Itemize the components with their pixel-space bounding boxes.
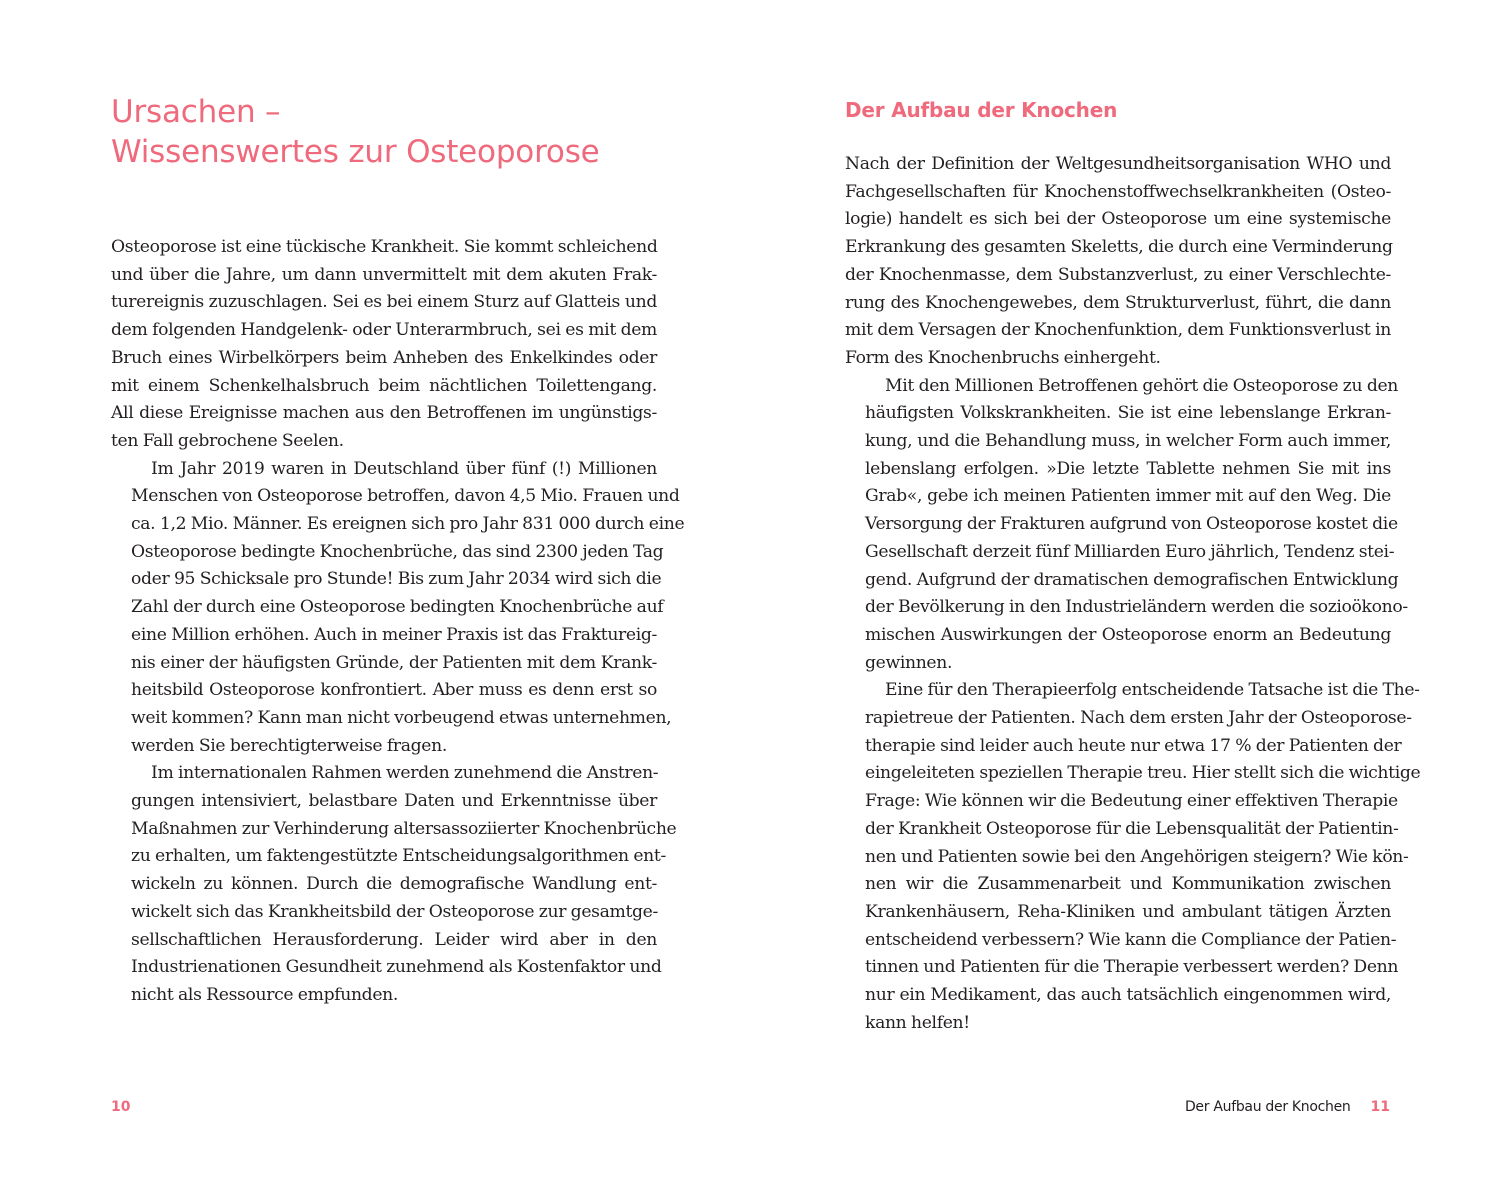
text-line: kann helfen! bbox=[865, 1012, 970, 1033]
section-title: Der Aufbau der Knochen bbox=[845, 98, 1118, 122]
text-line: gungen intensiviert, belastbare Daten und Erkenntnisse über bbox=[131, 791, 657, 812]
text-line: Frage: Wie können wir die Bedeutung einer effektiven Therapie bbox=[865, 791, 1398, 812]
text-line: nen wir die Zusammenarbeit und Kommunikation zwischen bbox=[865, 874, 1391, 895]
text-line: Mit den Millionen Betroffenen gehört die Osteoporose zu den bbox=[885, 375, 1399, 396]
text-line: Osteoporose bedingte Knochenbrüche, das sind 2300 jeden Tag bbox=[131, 541, 664, 562]
text-line: ten Fall gebrochene Seelen. bbox=[111, 430, 344, 451]
text-line: Eine für den Therapieerfolg entscheidende Tatsache ist die The- bbox=[885, 680, 1420, 701]
text-line: eingeleiteten speziellen Therapie treu. Hier stellt sich die wichtige bbox=[865, 763, 1421, 784]
text-line: Nach der Definition der Weltgesundheitsorganisation WHO und bbox=[845, 154, 1391, 174]
paragraph bbox=[111, 234, 657, 456]
text-line: logie) handelt es sich bei der Osteoporose um eine systemische bbox=[845, 209, 1391, 230]
text-line: der Knochenmasse, dem Substanzverlust, zu einer Verschlechte- bbox=[845, 264, 1391, 285]
running-head: Der Aufbau der Knochen bbox=[1184, 1099, 1351, 1115]
text-line: der Krankheit Osteoporose für die Lebensqualität der Patientin- bbox=[865, 818, 1399, 839]
text-line: Zahl der durch eine Osteoporose bedingten Knochenbrüche auf bbox=[131, 597, 664, 618]
text-line: Krankenhäusern, Reha-Kliniken und ambulant tätigen Ärzten bbox=[865, 901, 1391, 922]
text-line: nicht als Ressource empfunden. bbox=[131, 984, 398, 1005]
text-line: mit einem Schenkelhalsbruch beim nächtlichen Toilettengang. bbox=[111, 375, 657, 396]
right-footer bbox=[1185, 1097, 1390, 1117]
text-line: All diese Ereignisse machen aus den Betroffenen im ungünstigs- bbox=[111, 403, 657, 424]
text-line: lebenslang erfolgen. »Die letzte Tablette nehmen Sie mit ins bbox=[865, 458, 1391, 479]
text-line: nen und Patienten sowie bei den Angehörigen steigern? Wie kön- bbox=[865, 846, 1409, 867]
paragraph bbox=[111, 456, 685, 761]
text-line: Bruch eines Wirbelkörpers beim Anheben des Enkelkindes oder bbox=[111, 347, 657, 368]
text-line: zu erhalten, um faktengestützte Entscheidungsalgorithmen ent- bbox=[131, 846, 666, 867]
text-line: Form des Knochenbruchs einhergeht. bbox=[845, 347, 1161, 368]
right-body-text bbox=[845, 151, 1421, 1038]
text-line: nis einer der häufigsten Gründe, der Patienten mit dem Krank- bbox=[131, 652, 657, 673]
paragraph bbox=[111, 760, 677, 1009]
text-line: Menschen von Osteoporose betroffen, davon 4,5 Mio. Frauen und bbox=[131, 486, 680, 507]
text-line: Erkrankung des gesamten Skeletts, die durch eine Verminderung bbox=[845, 237, 1393, 258]
text-line: Gesellschaft derzeit fünf Milliarden Euro jährlich, Tendenz stei- bbox=[865, 541, 1395, 562]
text-line: Maßnahmen zur Verhinderung altersassoziierter Knochenbrüche bbox=[131, 818, 677, 839]
text-line: wickeln zu können. Durch die demografische Wandlung ent- bbox=[131, 874, 657, 895]
chapter-title-line-1: Ursachen – bbox=[111, 94, 281, 130]
text-line: wickelt sich das Krankheitsbild der Osteoporose zur gesamtge- bbox=[131, 901, 658, 922]
text-line: kung, und die Behandlung muss, in welcher Form auch immer, bbox=[865, 431, 1391, 452]
text-line: sellschaftlichen Herausforderung. Leider wird aber in den bbox=[131, 929, 657, 950]
text-line: gewinnen. bbox=[865, 652, 953, 673]
text-line: tinnen und Patienten für die Therapie verbessert werden? Denn bbox=[865, 957, 1399, 978]
page-number-right: 11 bbox=[1370, 1099, 1390, 1115]
text-line: dem folgenden Handgelenk- oder Unterarmbruch, sei es mit dem bbox=[111, 320, 657, 341]
text-line: werden Sie berechtigterweise fragen. bbox=[131, 735, 447, 756]
text-line: Industrienationen Gesundheit zunehmend als Kostenfaktor und bbox=[131, 957, 662, 978]
text-line: Fachgesellschaften für Knochenstoffwechselkrankheiten (Osteo- bbox=[845, 181, 1391, 202]
right-page bbox=[750, 0, 1500, 1195]
text-line: nur ein Medikament, das auch tatsächlich eingenommen wird, bbox=[865, 985, 1391, 1006]
page-number-left: 10 bbox=[111, 1099, 131, 1115]
text-line: Im internationalen Rahmen werden zunehmend die Anstren- bbox=[151, 763, 659, 784]
chapter-title-line-2: Wissenswertes zur Osteoporose bbox=[111, 134, 600, 170]
text-line: mischen Auswirkungen der Osteoporose enorm an Bedeutung bbox=[865, 624, 1391, 645]
text-line: weit kommen? Kann man nicht vorbeugend etwas unternehmen, bbox=[131, 707, 672, 728]
text-line: heitsbild Osteoporose konfrontiert. Aber muss es denn erst so bbox=[131, 680, 657, 701]
text-line: eine Million erhöhen. Auch in meiner Praxis ist das Fraktureig- bbox=[131, 624, 657, 645]
text-line: Osteoporose ist eine tückische Krankheit. Sie kommt schleichend bbox=[111, 237, 658, 257]
text-line: ca. 1,2 Mio. Männer. Es ereignen sich pro Jahr 831 000 durch eine bbox=[131, 514, 685, 535]
text-line: rung des Knochengewebes, dem Strukturverlust, führt, die dann bbox=[845, 292, 1391, 313]
text-line: oder 95 Schicksale pro Stunde! Bis zum Jahr 2034 wird sich die bbox=[131, 569, 662, 590]
text-line: entscheidend verbessern? Wie kann die Compliance der Patien- bbox=[865, 929, 1397, 950]
paragraph bbox=[845, 677, 1421, 1037]
paragraph bbox=[845, 373, 1408, 678]
text-line: rapietreue der Patienten. Nach dem ersten Jahr der Osteoporose- bbox=[865, 708, 1412, 729]
chapter-title bbox=[111, 92, 671, 172]
text-line: und über die Jahre, um dann unvermittelt mit dem akuten Frak- bbox=[111, 264, 657, 285]
left-body-text bbox=[111, 234, 685, 1010]
text-line: Versorgung der Frakturen aufgrund von Osteoporose kostet die bbox=[865, 514, 1398, 535]
text-line: gend. Aufgrund der dramatischen demografischen Entwicklung bbox=[865, 569, 1399, 590]
text-line: mit dem Versagen der Knochenfunktion, dem Funktionsverlust in bbox=[845, 320, 1391, 341]
text-line: therapie sind leider auch heute nur etwa 17 % der Patienten der bbox=[865, 735, 1402, 756]
text-line: häufigsten Volkskrankheiten. Sie ist eine lebenslange Erkran- bbox=[865, 403, 1391, 424]
text-line: Im Jahr 2019 waren in Deutschland über fünf (!) Millionen bbox=[151, 458, 657, 479]
text-line: turereignis zuzuschlagen. Sei es bei einem Sturz auf Glatteis und bbox=[111, 292, 657, 313]
text-line: Grab«, gebe ich meinen Patienten immer mit auf den Weg. Die bbox=[865, 486, 1391, 507]
paragraph bbox=[845, 151, 1391, 373]
text-line: der Bevölkerung in den Industrieländern werden die sozioökono- bbox=[865, 597, 1408, 618]
